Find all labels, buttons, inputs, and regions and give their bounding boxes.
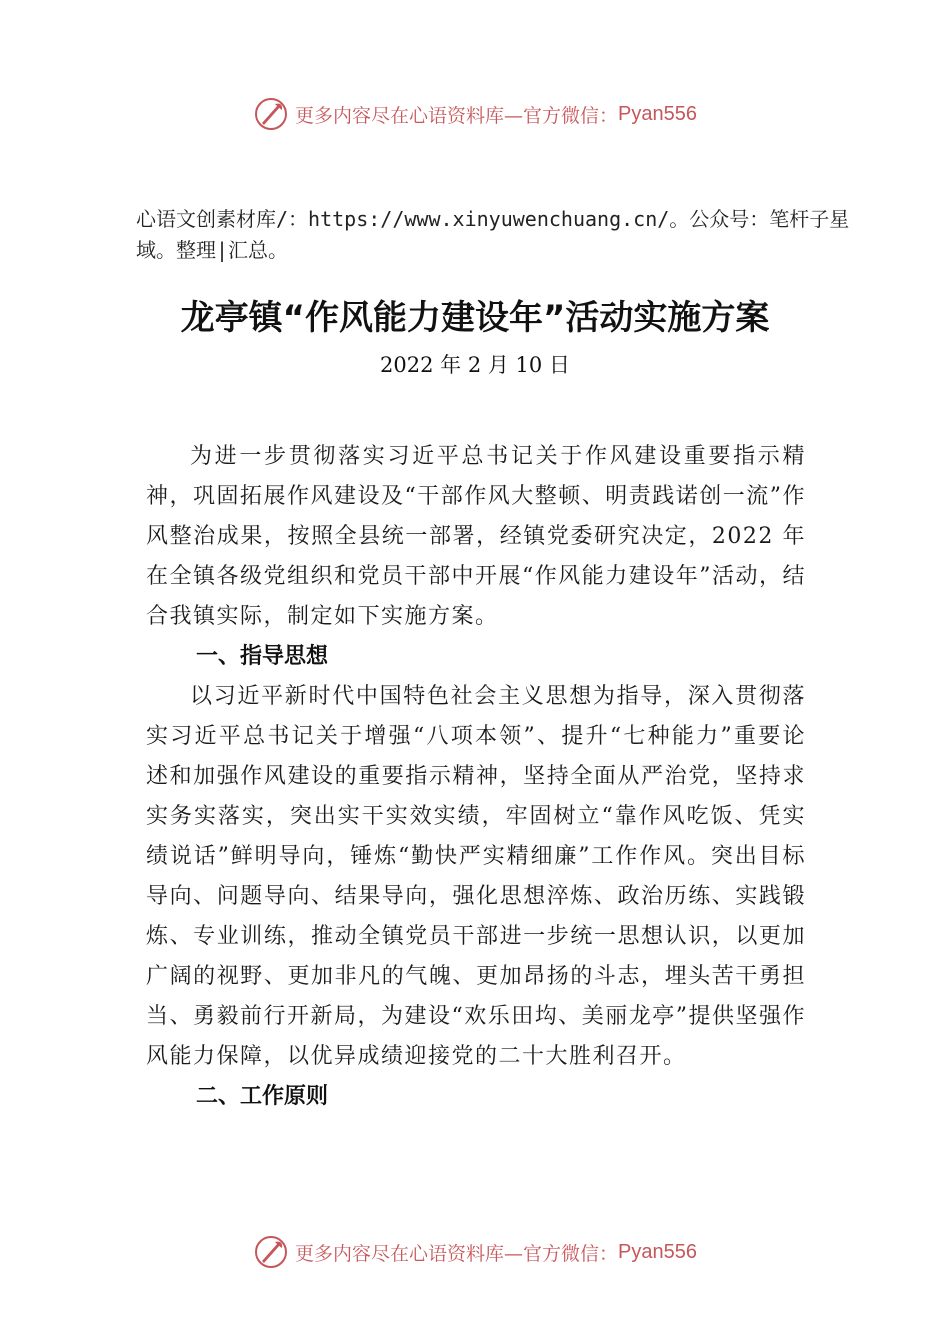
watermark-wechat-id: Pyan556 <box>618 102 697 125</box>
bottom-watermark-banner <box>0 1232 950 1272</box>
guiding-thought-paragraph: 以习近平新时代中国特色社会主义思想为指导，深入贯彻落实习近平总书记关于增强“八项本领”、提升“七种能力”重要论述和加强作风建设的重要指示精神，坚持全面从严治党，坚持求实务实落实，突出实干实效实绩，牢固树立“靠作风吃饭、凭实绩说话”鲜明导向，锤炼“勤快严实精细廉”工作作风。突出目标导向、问题导向、结果导向，强化思想淬炼、政治历练、实践锻炼、专业训练，推动全镇党员干部进一步统一思想认识，以更加广阔的视野、更加非凡的气魄、更加昂扬的斗志，埋头苦干勇担当、勇毅前行开新局，为建设“欢乐田㘬、美丽龙亭”提供坚强作风能力保障，以优异成绩迎接党的二十大胜利召开。 <box>146 684 806 1069</box>
quill-pen-logo-icon <box>253 1234 289 1270</box>
document-date: 2022 年 2 月 10 日 <box>380 353 570 377</box>
quill-pen-logo-icon <box>253 96 289 132</box>
section-heading-guiding-thought: 一、指导思想 <box>196 644 329 669</box>
watermark-text: 更多内容尽在心语资料库—官方微信： <box>295 1242 619 1265</box>
watermark-wechat-id: Pyan556 <box>618 1240 697 1263</box>
document-title: 龙亭镇“作风能力建设年”活动实施方案 <box>180 298 770 338</box>
document-body <box>146 437 806 1117</box>
source-line: 心语文创素材库/：https://www.xinyuwenchuang.cn/。公众号：笔杆子星域。整理|汇总。 <box>136 207 850 262</box>
intro-paragraph: 为进一步贯彻落实习近平总书记关于作风建设重要指示精神，巩固拓展作风建设及“干部作风大整顿、明责践诺创一流”作风整治成果，按照全县统一部署，经镇党委研究决定，2022 年在全镇各级党组织和党员干部中开展“作风能力建设年”活动，结合我镇实际，制定如下实施方案。 <box>146 444 806 629</box>
section-heading-work-principles: 二、工作原则 <box>196 1084 329 1109</box>
watermark-text: 更多内容尽在心语资料库—官方微信： <box>295 104 619 127</box>
top-watermark-banner <box>0 94 950 134</box>
